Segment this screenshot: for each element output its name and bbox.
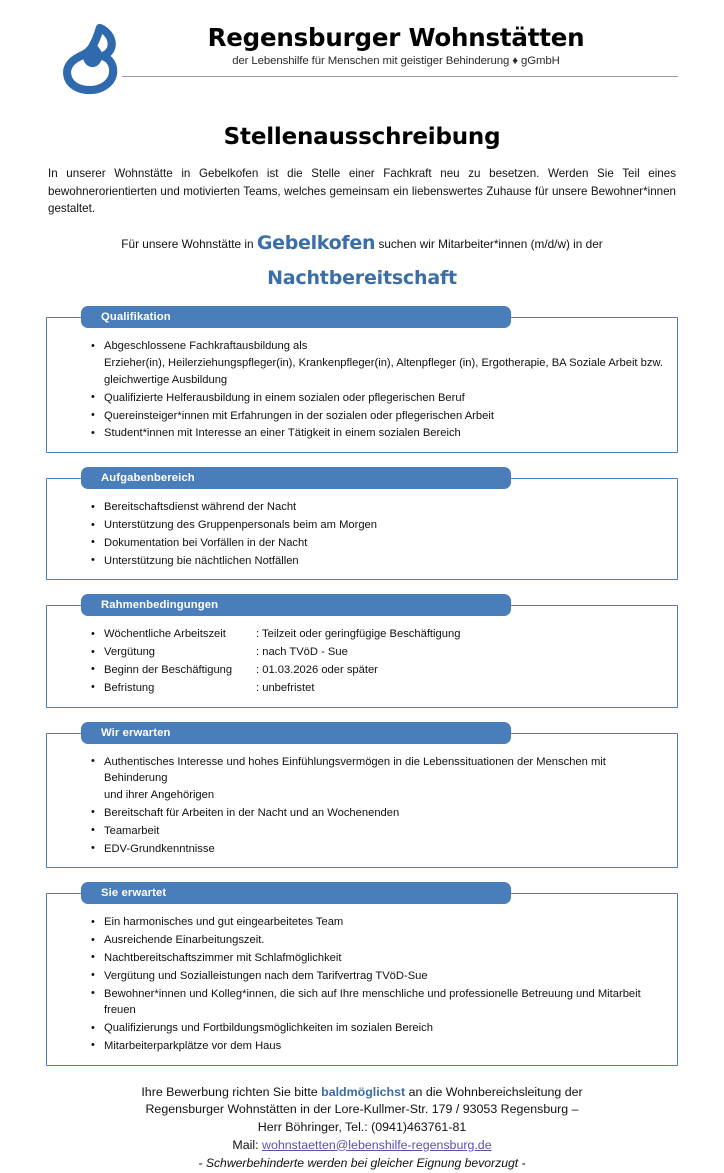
list-item-continuation: und ihrer Angehörigen	[104, 789, 215, 802]
list-item-label: • Befristung	[104, 681, 155, 694]
section-body	[46, 733, 678, 869]
list-item	[91, 950, 667, 967]
footer-line1-before: Ihre Bewerbung richten Sie bitte	[141, 1084, 318, 1099]
list-item-text: Mitarbeiterparkplätze vor dem Haus	[104, 1039, 282, 1052]
lead-role: Nachtbereitschaft	[267, 266, 457, 289]
list-item	[91, 986, 667, 1020]
list-item-text: Qualifizierungs und Fortbildungsmöglichkeiten im sozialen Bereich	[104, 1022, 433, 1035]
section-list	[59, 754, 667, 858]
list-item-value: : unbefristet	[256, 681, 315, 694]
footer-contact-person: Herr Böhringer, Tel.: (0941)463761-81	[257, 1119, 467, 1134]
letterhead	[46, 0, 678, 110]
list-item	[91, 932, 667, 949]
list-item-text: Student*innen mit Interesse an einer Tätigkeit in einem sozialen Bereich	[104, 427, 461, 440]
list-item	[91, 644, 667, 661]
list-item-continuation: gleichwertige Ausbildung	[104, 374, 228, 387]
section-body	[46, 478, 678, 580]
list-item-text: Bereitschaft für Arbeiten in der Nacht und an Wochenenden	[104, 806, 400, 819]
list-item-text: Quereinsteiger*innen mit Erfahrungen in der sozialen oder pflegerischen Arbeit	[104, 409, 494, 422]
list-item	[91, 823, 667, 840]
list-item	[91, 662, 667, 679]
list-item-continuation: Erzieher(in), Heilerziehungspfleger(in), Krankenpfleger(in), Altenpfleger (in), Ergotherapie, BA Soziale Arbeit bzw.	[104, 357, 664, 370]
letterhead-divider	[122, 76, 678, 77]
list-item	[91, 553, 667, 570]
section-list	[59, 338, 667, 442]
list-item	[91, 338, 667, 388]
list-item	[91, 425, 667, 442]
list-item-text: Ausreichende Einarbeitungszeit.	[104, 934, 265, 947]
list-item	[91, 626, 667, 643]
footer-line-1	[46, 1084, 678, 1102]
list-item-value: : nach TVöD - Sue	[256, 646, 348, 659]
section-list	[59, 499, 667, 569]
list-item-label: • Vergütung	[104, 646, 156, 659]
section-body	[46, 893, 678, 1065]
list-item-text: Ein harmonisches und gut eingearbeitetes Team	[104, 916, 344, 929]
section-header-chip: Rahmenbedingungen	[81, 594, 511, 616]
list-item-value: : 01.03.2026 oder später	[256, 663, 378, 676]
list-item-text: Bewohner*innen und Kolleg*innen, die sich auf Ihre menschliche und professionelle Betreuung und Mitarbeit freuen	[104, 987, 641, 1017]
contact-footer	[46, 1084, 678, 1173]
list-item	[91, 390, 667, 407]
sections-container	[46, 306, 678, 1065]
lead-place: Gebelkofen	[256, 232, 376, 255]
list-item	[91, 1020, 667, 1037]
org-subtitle: der Lebenshilfe für Menschen mit geistiger Behinderung ♦ gGmbH	[232, 55, 560, 68]
list-item-text: Teamarbeit	[104, 824, 160, 837]
lead-suffix: suchen wir Mitarbeiter*innen (m/d/w) in der	[378, 237, 603, 252]
section-header-chip: Sie erwartet	[81, 882, 511, 904]
list-item-label: • Wöchentliche Arbeitszeit	[104, 628, 226, 641]
mail-label: Mail:	[232, 1137, 259, 1152]
email-link[interactable]: wohnstaetten@lebenshilfe-regensburg.de	[262, 1137, 492, 1152]
section-body	[46, 317, 678, 453]
list-item-text: Qualifizierte Helferausbildung in einem sozialen oder pflegerischen Beruf	[104, 391, 465, 404]
list-item-text: Abgeschlossene Fachkraftausbildung als	[104, 340, 308, 353]
section-header-chip: Aufgabenbereich	[81, 467, 511, 489]
lebenshilfe-swirl-logo-icon	[54, 22, 128, 96]
list-item-text: EDV-Grundkenntnisse	[104, 842, 215, 855]
section-list	[59, 914, 667, 1054]
section-list	[59, 626, 667, 696]
list-item	[91, 517, 667, 534]
list-item-value: : Teilzeit oder geringfügige Beschäftigung	[256, 628, 461, 641]
list-item	[91, 1038, 667, 1055]
list-item	[91, 408, 667, 425]
list-item	[91, 841, 667, 858]
list-item	[91, 499, 667, 516]
org-name: Regensburger Wohnstätten	[207, 23, 585, 52]
page-title: Stellenausschreibung	[223, 124, 501, 150]
list-item-label: • Beginn der Beschäftigung	[104, 663, 233, 676]
section-header-chip: Wir erwarten	[81, 722, 511, 744]
list-item	[91, 535, 667, 552]
intro-paragraph: In unserer Wohnstätte in Gebelkofen ist die Stelle einer Fachkraft neu zu besetzen. Werden Sie Teil eines bewohnerorientierten und motivierten Teams, welches gemeinsam ein liebenswertes Zuhause für unsere Bewohner*innen gestaltet.	[48, 167, 676, 216]
lead-line	[46, 229, 678, 292]
section-body	[46, 605, 678, 707]
list-item-text: Nachtbereitschaftszimmer mit Schlafmöglichkeit	[104, 951, 342, 964]
footer-mail-line	[46, 1137, 678, 1155]
list-item-text: Unterstützung des Gruppenpersonals beim am Morgen	[104, 519, 377, 531]
list-item-text: Bereitschaftsdienst während der Nacht	[104, 501, 297, 514]
lead-prefix: Für unsere Wohnstätte in	[121, 237, 254, 252]
section-3	[46, 594, 678, 707]
section-2	[46, 467, 678, 580]
footer-line1-after: an die Wohnbereichsleitung der	[408, 1084, 583, 1099]
list-item	[91, 680, 667, 697]
section-1	[46, 306, 678, 453]
footer-note: - Schwerbehinderte werden bei gleicher Eignung bevorzugt -	[198, 1156, 526, 1171]
section-header-chip: Qualifikation	[81, 306, 511, 328]
list-item-text: Authentisches Interesse und hohes Einfühlungsvermögen in die Lebenssituationen der Menschen mit Behinderung	[104, 755, 606, 785]
list-item-text: Unterstützung bie nächtlichen Notfällen	[104, 554, 299, 567]
list-item-text: Vergütung und Sozialleistungen nach dem Tarifvertrag TVöD-Sue	[104, 969, 428, 982]
list-item	[91, 914, 667, 931]
section-4	[46, 722, 678, 869]
org-identity	[46, 24, 678, 67]
list-item	[91, 754, 667, 804]
list-item	[91, 968, 667, 985]
list-item-text: Dokumentation bei Vorfällen in der Nacht	[104, 536, 308, 549]
list-item	[91, 805, 667, 822]
footer-highlight: baldmöglichst	[321, 1084, 406, 1099]
section-5	[46, 882, 678, 1065]
footer-address: Regensburger Wohnstätten in der Lore-Kullmer-Str. 179 / 93053 Regensburg –	[145, 1102, 579, 1117]
